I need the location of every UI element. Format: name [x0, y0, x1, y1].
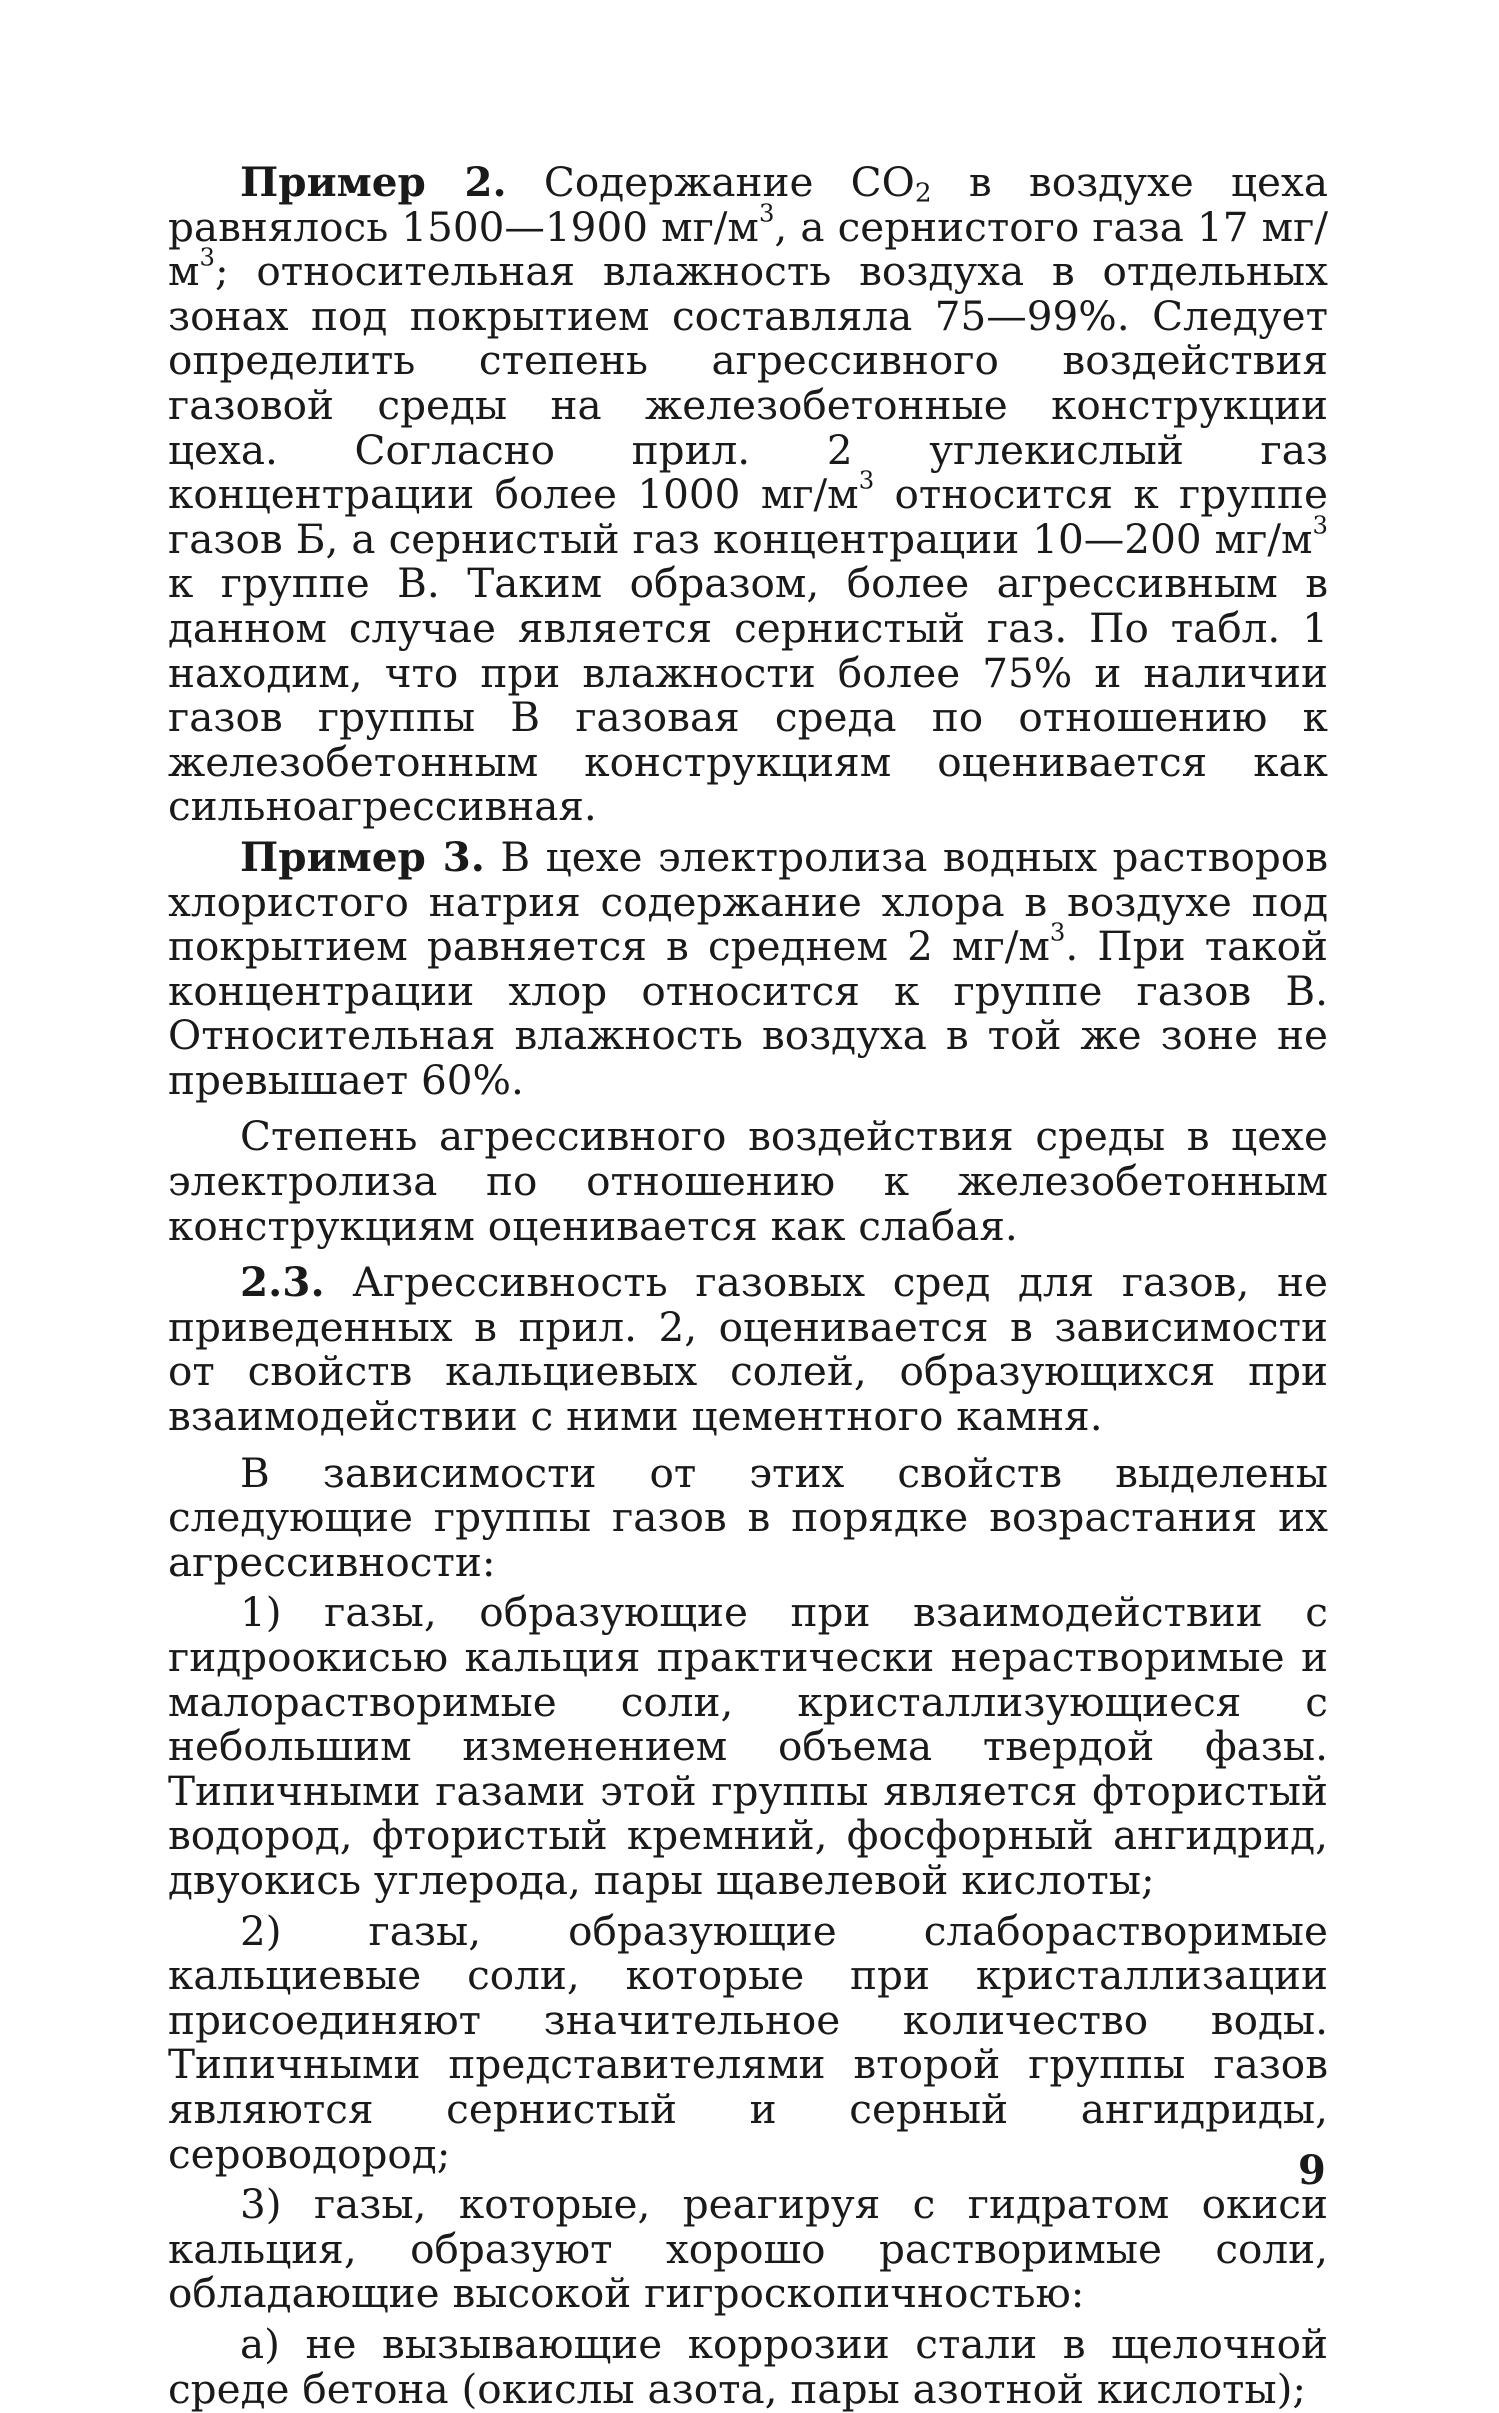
example-2-superscript-3: 3	[858, 465, 875, 495]
example-2-superscript-2: 3	[199, 242, 215, 272]
example-3-paragraph	[168, 832, 1328, 1104]
group-3a-item: а) не вызывающие коррозии стали в щелочной среде бетона (окислы азота, пары азотной кислоты);	[168, 2319, 1328, 2413]
page-body	[168, 160, 1328, 2411]
example-2-superscript-4: 3	[1312, 510, 1328, 540]
example-2-text-6: к группе В. Таким образом, более агрессивным в данном случае является сернистый газ. По табл. 1 находим, что при влажности более 75% и наличии газов группы В газовая среда по отношению к железобетонным конструкциям оценивается как сильноагрессивная.	[168, 559, 1328, 831]
section-2-3-paragraph	[168, 1258, 1328, 1441]
example-3-text-2: . При такой концентрации хлор относится к группе газов В. Относительная влажность воздуха в той же зоне не превышает 60%.	[168, 922, 1328, 1104]
page-number: 9	[1298, 2147, 1326, 2194]
example-2-heading: Пример 2.	[240, 158, 507, 206]
example-3-superscript: 3	[1049, 917, 1066, 947]
example-2-text-4: ; относительная влажность воздуха в отдельных зонах под покрытием составляла 75—99%. Следует определить степень агрессивного воздействия газовой среды на железобетонные конструкции цеха. Согласно прил. 2 углекислый газ концентрации более 1000 мг/м	[168, 247, 1328, 519]
group-1-item: 1) газы, образующие при взаимодействии с гидроокисью кальция практически нерастворимые и малорастворимые соли, кристаллизующиеся с небольшим изменением объема твердой фазы. Типичными газами этой группы является фтористый водород, фтористый кремний, фосфорный ангидрид, двуокись углерода, пары щавелевой кислоты;	[168, 1588, 1328, 1904]
example-2-text-5: относится к группе газов Б, а сернистый газ концентрации 10—200 мг/м	[168, 470, 1328, 563]
example-3-text-1: В цехе электролиза водных растворов хлористого натрия содержание хлора в воздухе под покрытием равняется в среднем 2 мг/м	[168, 832, 1328, 971]
example-2-paragraph	[168, 160, 1328, 829]
group-2-item: 2) газы, образующие слаборастворимые кальциевые соли, которые при кристаллизации присоединяют значительное количество воды. Типичными представителями второй группы газов являются сернистый и серный ангидриды, сероводород;	[168, 1906, 1328, 2178]
example-2-superscript-1: 3	[758, 198, 775, 228]
degree-paragraph: Степень агрессивного воздействия среды в цехе электролиза по отношению к железобетонным конструкциям оценивается как слабая.	[168, 1112, 1328, 1250]
example-2-text-3: , а сернистого газа 17 мг/м	[168, 202, 1328, 296]
section-2-3-text: Агрессивность газовых сред для газов, не приведенных в прил. 2, оценивается в зависимости от свойств кальциевых солей, образующихся при взаимодействии с ними цементного камня.	[168, 1258, 1328, 1441]
example-2-subscript: 2	[914, 178, 932, 209]
groups-intro-paragraph: В зависимости от этих свойств выделены следующие группы газов в порядке возрастания их агрессивности:	[168, 1448, 1328, 1586]
example-2-text-1: Содержание СО	[506, 158, 915, 206]
group-3-item: 3) газы, которые, реагируя с гидратом окиси кальция, образуют хорошо растворимые соли, обладающие высокой гигроскопичностью:	[168, 2180, 1328, 2318]
section-2-3-number: 2.3.	[240, 1258, 325, 1307]
example-2-text-2: в воздухе цеха равнялось 1500—1900 мг/м	[168, 158, 1329, 251]
example-3-heading: Пример 3.	[240, 832, 485, 881]
